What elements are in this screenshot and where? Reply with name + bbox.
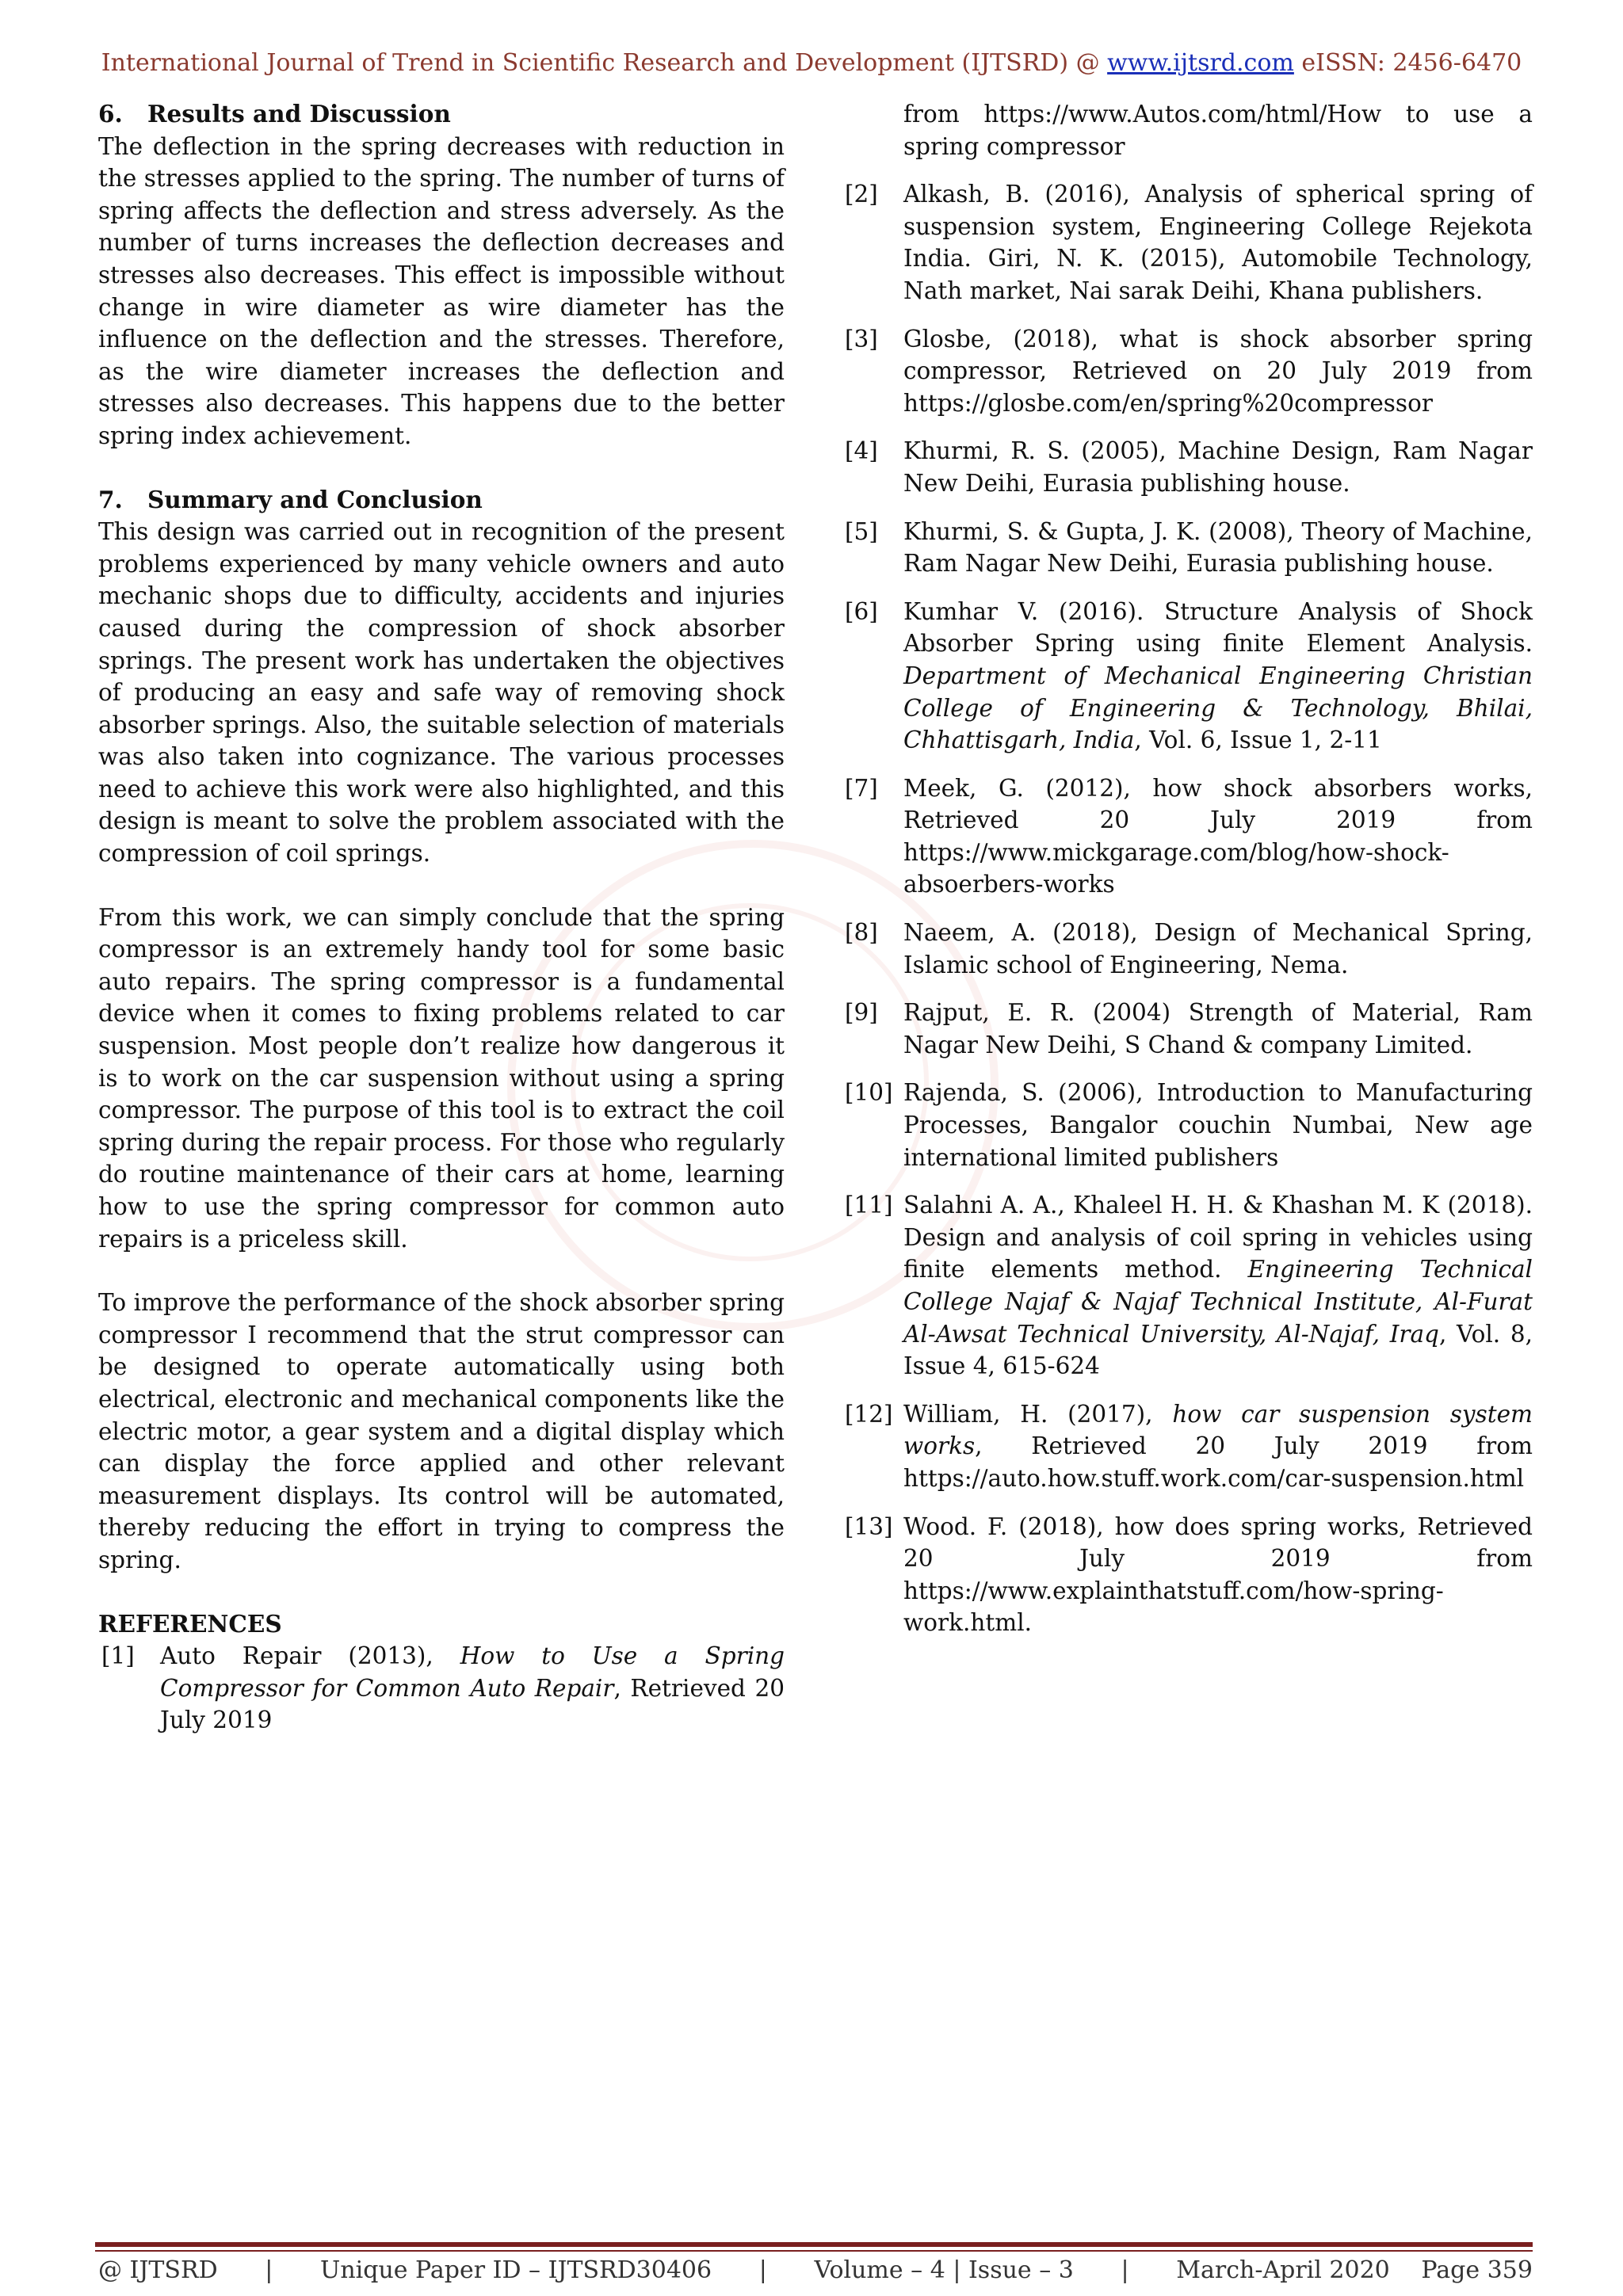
- reference-8-text: Naeem, A. (2018), Design of Mechanical Spring, Islamic school of Engineering, Nema.: [903, 919, 1533, 978]
- section-7-paragraph-2: From this work, we can simply conclude that the spring compressor is an extremely handy tool for some basic auto repairs. The spring compressor is a fundamental device when it comes to fixing problems related to car suspension. Most people don’t realize how dangerous it is to work on the car suspension without using a spring compressor. The purpose of this tool is to extract the coil spring during the repair process. For those who regularly do routine maintenance of their cars at home, learning how to use the spring compressor for common auto repairs is a priceless skill.: [98, 903, 785, 1253]
- section-7-heading: [98, 484, 785, 517]
- reference-11-text: Salahni A. A., Khaleel H. H. & Khashan M. K (2018). Design and analysis of coil spring in vehicles using finite elements method. Engineering Technical College Najaf & Najaf Technical Institute, Al-Furat Al-Awsat Technical University, Al-Najaf, Iraq, Vol. 8, Issue 4, 615-624: [903, 1192, 1533, 1380]
- reference-5-text: Khurmi, S. & Gupta, J. K. (2008), Theory of Machine, Ram Nagar New Deihi, Eurasia publishing house.: [903, 517, 1533, 578]
- reference-7-text: Meek, G. (2012), how shock absorbers works, Retrieved 20 July 2019 from https://www.mickgarage.com/blog/how-shock-absoerbers-works: [903, 774, 1533, 898]
- reference-11: [835, 1189, 1533, 1383]
- reference-9-number: [9]: [845, 999, 878, 1027]
- header-issn: eISSN: 2456-6470: [1293, 49, 1522, 77]
- footer-rule-thick: [95, 2242, 1533, 2247]
- reference-1-text: Auto Repair (2013), How to Use a Spring Compressor for Common Auto Repair, Retrieved 20 July 2019: [160, 1642, 785, 1734]
- footer-separator-3: |: [1121, 2256, 1129, 2284]
- reference-12-number: [12]: [845, 1400, 893, 1428]
- reference-4-text: Khurmi, R. S. (2005), Machine Design, Ram Nagar New Deihi, Eurasia publishing house.: [903, 437, 1533, 497]
- reference-7-number: [7]: [845, 774, 878, 802]
- footer-rule-thin: [95, 2250, 1533, 2252]
- reference-4: [835, 435, 1533, 499]
- section-7-paragraph-1: This design was carried out in recognition of the present problems experienced by many vehicle owners and auto mechanic shops due to difficulty, accidents and injuries caused during the compression of shock absorber springs. The present work has undertaken the objectives of producing an easy and safe way of removing shock absorber springs. Also, the suitable selection of materials was also taken into cognizance. The various processes need to achieve this work were also highlighted, and this design is meant to solve the problem associated with the compression of coil springs.: [98, 518, 785, 868]
- reference-6-affiliation: Department of Mechanical Engineering Christian College of Engineering & Technology, Bhilai, Chhattisgarh, India: [903, 662, 1533, 754]
- running-footer: [98, 2256, 1533, 2284]
- reference-13: [835, 1511, 1533, 1639]
- reference-9: [835, 997, 1533, 1061]
- right-column: [835, 98, 1533, 1655]
- reference-12: [835, 1398, 1533, 1495]
- section-6-heading: [98, 98, 785, 131]
- footer-separator-1: |: [265, 2256, 273, 2284]
- footer-separator-2: |: [758, 2256, 767, 2284]
- reference-13-text: Wood. F. (2018), how does spring works, Retrieved 20 July 2019 from https://www.explainthatstuff.com/how-spring-work.html.: [903, 1512, 1533, 1637]
- section-6-paragraph: The deflection in the spring decreases with reduction in the stresses applied to the spring. The number of turns of spring affects the deflection and stress adversely. As the number of turns increases the deflection decreases and stresses also decreases. This effect is impossible without change in wire diameter as wire diameter has the influence on the deflection and the stresses. Therefore, as the wire diameter increases the deflection and stresses also decreases. This happens due to the better spring index achievement.: [98, 132, 785, 449]
- reference-6-number: [6]: [845, 597, 878, 625]
- reference-6: [835, 596, 1533, 757]
- section-6-number: 6.: [98, 100, 123, 128]
- reference-7: [835, 772, 1533, 901]
- reference-5: [835, 516, 1533, 580]
- reference-13-number: [13]: [845, 1512, 893, 1540]
- reference-6-text: Kumhar V. (2016). Structure Analysis of Shock Absorber Spring using finite Element Analysis. Department of Mechanical Engineering Christian College of Engineering & Technology, Bhilai, Chhattisgarh, India, Vol. 6, Issue 1, 2-11: [903, 597, 1533, 754]
- reference-1: [98, 1640, 785, 1737]
- reference-5-number: [5]: [845, 517, 878, 545]
- reference-12-title: how car suspension system works: [903, 1400, 1533, 1460]
- footer-journal: @ IJTSRD: [98, 2256, 218, 2284]
- reference-3-number: [3]: [845, 325, 878, 353]
- header-journal-link[interactable]: www.ijtsrd.com: [1107, 49, 1294, 77]
- footer-page-number: Page 359: [1421, 2256, 1533, 2284]
- references-heading: REFERENCES: [98, 1609, 282, 1638]
- reference-11-number: [11]: [845, 1192, 893, 1219]
- reference-3: [835, 323, 1533, 420]
- reference-3-text: Glosbe, (2018), what is shock absorber spring compressor, Retrieved on 20 July 2019 from https://glosbe.com/en/spring%20compressor: [903, 325, 1533, 417]
- reference-8: [835, 917, 1533, 981]
- reference-12-text: William, H. (2017), how car suspension system works, Retrieved 20 July 2019 from https://auto.how.stuff.work.com/car-suspension.html: [903, 1400, 1533, 1492]
- reference-1-title: How to Use a Spring Compressor for Common Auto Repair: [160, 1642, 785, 1702]
- reference-2: [835, 178, 1533, 307]
- reference-4-number: [4]: [845, 437, 878, 465]
- reference-2-text: Alkash, B. (2016), Analysis of spherical spring of suspension system, Engineering College Rejekota India. Giri, N. K. (2015), Automobile Technology, Nath market, Nai sarak Deihi, Khana publishers.: [903, 181, 1533, 304]
- header-journal-name: International Journal of Trend in Scientific Research and Development (IJTSRD) @: [101, 49, 1108, 77]
- section-7-number: 7.: [98, 485, 123, 513]
- reference-1-number: [1]: [101, 1642, 135, 1670]
- reference-10: [835, 1077, 1533, 1173]
- section-7-paragraph-3: To improve the performance of the shock absorber spring compressor I recommend that the strut compressor can be designed to operate automatically using both electrical, electronic and mechanical components like the electric motor, a gear system and a digital display which can display the force applied and other relevant measurement displays. Its control will be automated, thereby reducing the effort in trying to compress the spring.: [98, 1289, 785, 1573]
- reference-11-affiliation: Engineering Technical College Najaf & Najaf Technical Institute, Al-Furat Al-Awsat Technical University, Al-Najaf, Iraq: [903, 1256, 1533, 1348]
- reference-10-text: Rajenda, S. (2006), Introduction to Manufacturing Processes, Bangalor couchin Numbai, New age international limited publishers: [903, 1079, 1533, 1171]
- reference-9-text: Rajput, E. R. (2004) Strength of Material, Ram Nagar New Deihi, S Chand & company Limited.: [903, 999, 1533, 1058]
- left-column: [98, 98, 785, 1753]
- reference-10-number: [10]: [845, 1079, 893, 1107]
- reference-2-number: [2]: [845, 181, 878, 208]
- section-6-title: Results and Discussion: [147, 100, 451, 128]
- footer-date: March-April 2020: [1176, 2256, 1390, 2284]
- reference-8-number: [8]: [845, 919, 878, 947]
- reference-1-continuation: from https://www.Autos.com/html/How to use a spring compressor: [903, 101, 1533, 160]
- running-header: [0, 49, 1623, 77]
- footer-paper-id: Unique Paper ID – IJTSRD30406: [320, 2256, 712, 2284]
- footer-volume-issue: Volume – 4 | Issue – 3: [814, 2256, 1074, 2284]
- section-7-title: Summary and Conclusion: [147, 485, 483, 513]
